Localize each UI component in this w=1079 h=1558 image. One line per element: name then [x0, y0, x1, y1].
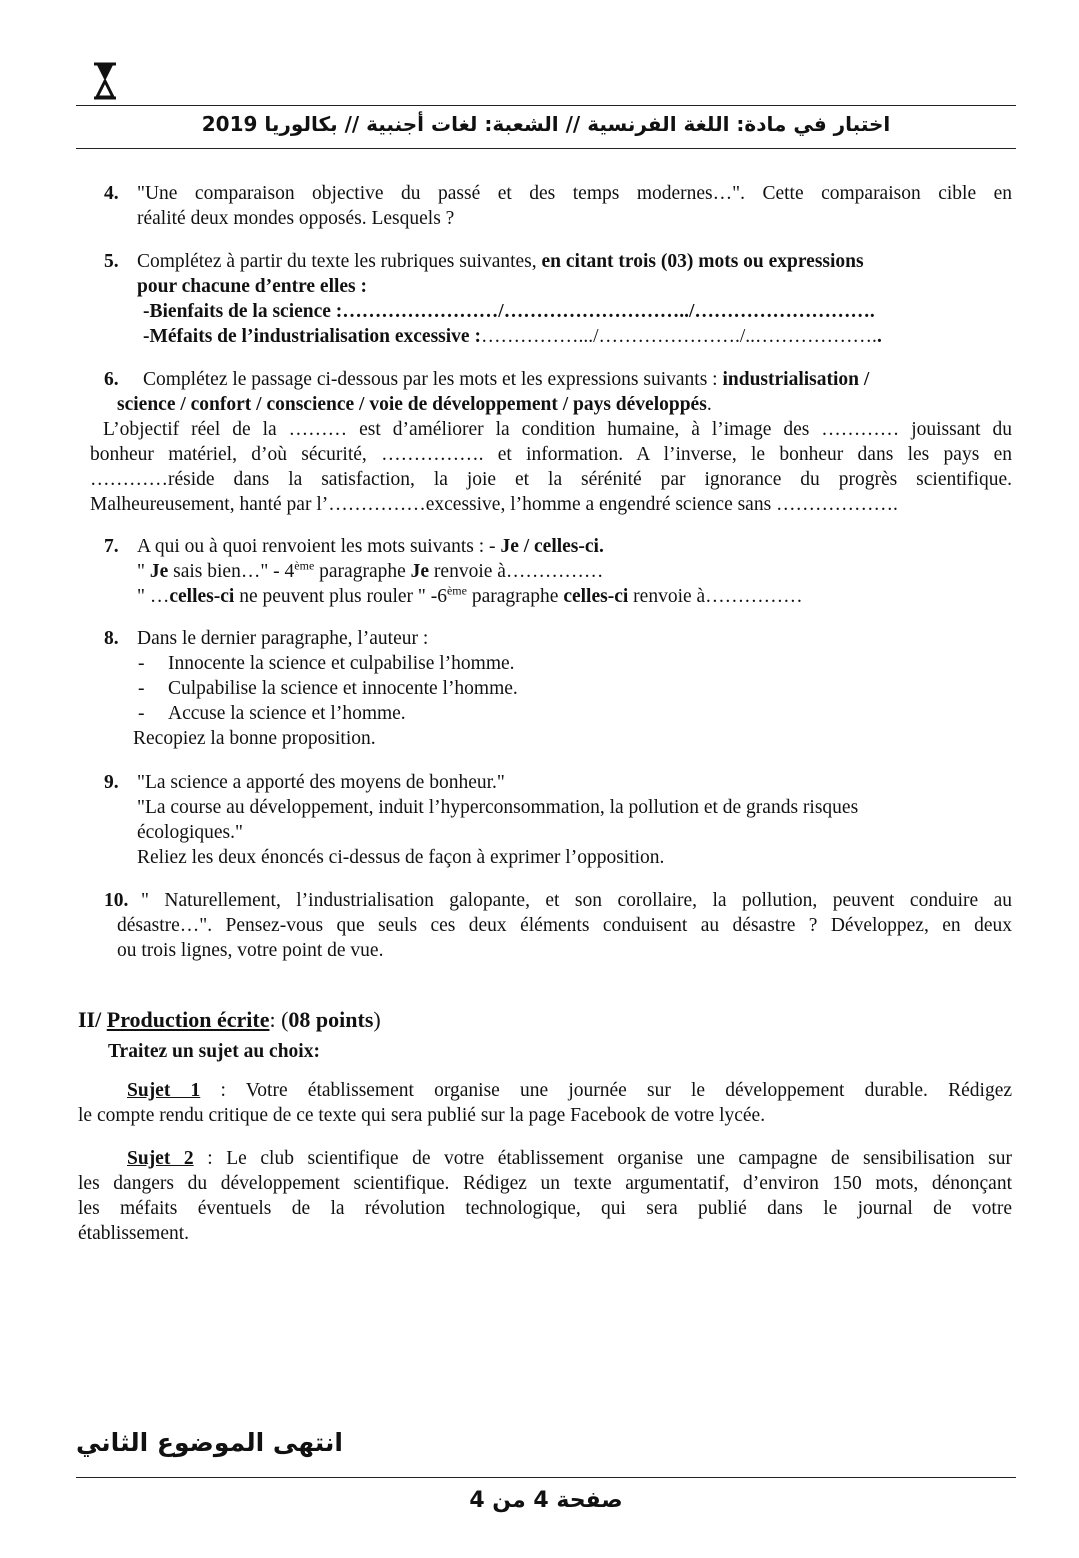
text-emphasis: Je	[410, 561, 430, 582]
question-text: A qui ou à quoi renvoient les mots suivants : -	[137, 536, 501, 557]
question-number: 4.	[104, 183, 119, 204]
rubric-benefits: -Bienfaits de la science :……………………/………………………../……………………….	[143, 301, 875, 322]
subject-text: le compte rendu critique de ce texte qui sera publié sur la page Facebook de votre lycée.	[78, 1105, 766, 1126]
text-fragment: renvoie à……………	[429, 561, 604, 582]
question-text: "La course au développement, induit l’hyperconsommation, la pollution et de grands risques	[137, 797, 859, 818]
text-emphasis: Je	[149, 561, 169, 582]
text-fragment: paragraphe	[466, 586, 564, 607]
question-text: désastre…". Pensez-vous que seuls ces deux éléments conduisent au désastre ? Développez, en deux	[117, 915, 1012, 936]
question-emphasis: pour chacune d’entre elles :	[137, 276, 368, 297]
rubric-harms-blanks: …………….../…………………./..……………….	[480, 326, 877, 347]
subject-label: Sujet 2	[127, 1148, 194, 1169]
rubric-harms-label: -Méfaits de l’industrialisation excessive :	[143, 326, 481, 347]
text-fragment: paragraphe	[314, 561, 411, 582]
page-number: صفحة 4 من 4	[469, 1488, 623, 1513]
rubric-harms-end: .	[876, 326, 882, 347]
hourglass-icon	[92, 62, 118, 100]
section-heading	[78, 1007, 381, 1032]
section-close: )	[373, 1007, 381, 1032]
text-fragment: renvoie à……………	[628, 586, 803, 607]
word-bank-end: .	[706, 394, 712, 415]
bullet-dash: -	[138, 653, 145, 674]
question-number: 6.	[104, 369, 119, 390]
passage-line: Malheureusement, hanté par l’……………excessive, l’homme a engendré science sans ……………….	[90, 494, 898, 515]
text-fragment: " …	[137, 586, 170, 607]
text-fragment: ne peuvent plus rouler " -6	[234, 586, 447, 607]
question-text: " Naturellement, l’industrialisation galopante, et son corollaire, la pollution, peuvent conduire au	[141, 890, 1012, 911]
section-points: 08 points	[288, 1007, 374, 1032]
question-number: 10.	[104, 890, 129, 911]
question-number: 9.	[104, 772, 119, 793]
bullet-dash: -	[138, 703, 145, 724]
question-text: Complétez à partir du texte les rubriques suivantes,	[137, 251, 542, 272]
subject-text: les dangers du développement scientifique. Rédigez un texte argumentatif, d’environ 150 mots, dénonçant	[78, 1173, 1012, 1194]
option-text: Innocente la science et culpabilise l’homme.	[168, 653, 515, 674]
question-number: 7.	[104, 536, 119, 557]
question-5	[90, 249, 1012, 349]
question-text: Dans le dernier paragraphe, l’auteur :	[137, 628, 429, 649]
subject-2	[78, 1146, 1012, 1246]
question-number: 8.	[104, 628, 119, 649]
subject-text: : Votre établissement organise une journée sur le développement durable. Rédigez	[200, 1080, 1012, 1101]
question-7	[90, 534, 1012, 609]
question-text: ou trois lignes, votre point de vue.	[117, 940, 384, 961]
subject-text: établissement.	[78, 1223, 190, 1244]
word-bank: science / confort / conscience / voie de développement / pays développés	[117, 394, 707, 415]
question-10	[90, 888, 1012, 963]
text-superscript: ème	[294, 558, 315, 573]
option-text: Accuse la science et l’homme.	[168, 703, 406, 724]
footer-rule	[76, 1477, 1016, 1478]
text-fragment: sais bien…" - 4	[168, 561, 295, 582]
question-emphasis: Je / celles-ci.	[500, 536, 604, 557]
question-number: 5.	[104, 251, 119, 272]
subject-text: les méfaits éventuels de la révolution technologique, qui sera publié dans le journal de votre	[78, 1198, 1012, 1219]
section-title: Production écrite	[106, 1007, 270, 1032]
subject-text: : Le club scientifique de votre établissement organise une campagne de sensibilisation sur	[193, 1148, 1012, 1169]
header-rule-bottom	[76, 148, 1016, 149]
question-text: Recopiez la bonne proposition.	[133, 728, 376, 749]
list-item	[90, 701, 1012, 726]
list-item	[90, 651, 1012, 676]
text-emphasis: celles-ci	[169, 586, 235, 607]
question-4	[90, 181, 1012, 231]
question-text: écologiques."	[137, 822, 243, 843]
question-6	[90, 367, 1012, 517]
text-superscript: ème	[446, 583, 467, 598]
section-instruction: Traitez un sujet au choix:	[108, 1041, 320, 1062]
question-9	[90, 770, 1012, 870]
end-of-subject-note: انتهى الموضوع الثاني	[76, 1428, 343, 1457]
question-emphasis: en citant trois (03) mots ou expressions	[541, 251, 864, 272]
section-colon: : (	[269, 1007, 289, 1032]
passage-line: L’objectif réel de la ……… est d’améliorer la condition humaine, à l’image des ………… jouissant du	[103, 419, 1012, 440]
text-fragment: "	[137, 561, 150, 582]
section-prefix: II/	[78, 1007, 107, 1032]
question-text: "La science a apporté des moyens de bonheur."	[137, 772, 505, 793]
page-title: اختبار في مادة: اللغة الفرنسية // الشعبة: لغات أجنبية // بكالوريا 2019	[201, 112, 891, 136]
list-item	[90, 676, 1012, 701]
passage-line: bonheur matériel, d’où sécurité, ……………. et information. A l’inverse, le bonheur dans les pays en	[90, 444, 1012, 465]
question-text: "Une comparaison objective du passé et des temps modernes…". Cette comparaison cible en	[137, 183, 1012, 204]
question-8	[90, 626, 1012, 751]
bullet-dash: -	[138, 678, 145, 699]
text-emphasis: celles-ci	[563, 586, 629, 607]
option-text: Culpabilise la science et innocente l’homme.	[168, 678, 518, 699]
header-rule-top	[76, 105, 1016, 106]
word-bank: industrialisation /	[722, 369, 870, 390]
question-text: réalité deux mondes opposés. Lesquels ?	[137, 208, 455, 229]
subject-1	[78, 1078, 1012, 1128]
question-text: Reliez les deux énoncés ci-dessus de façon à exprimer l’opposition.	[137, 847, 665, 868]
subject-label: Sujet 1	[127, 1080, 201, 1101]
passage-line: …………réside dans la satisfaction, la joie et la sérénité par ignorance du progrès scientifique.	[90, 469, 1012, 490]
question-text: Complétez le passage ci-dessous par les mots et les expressions suivants :	[143, 369, 723, 390]
